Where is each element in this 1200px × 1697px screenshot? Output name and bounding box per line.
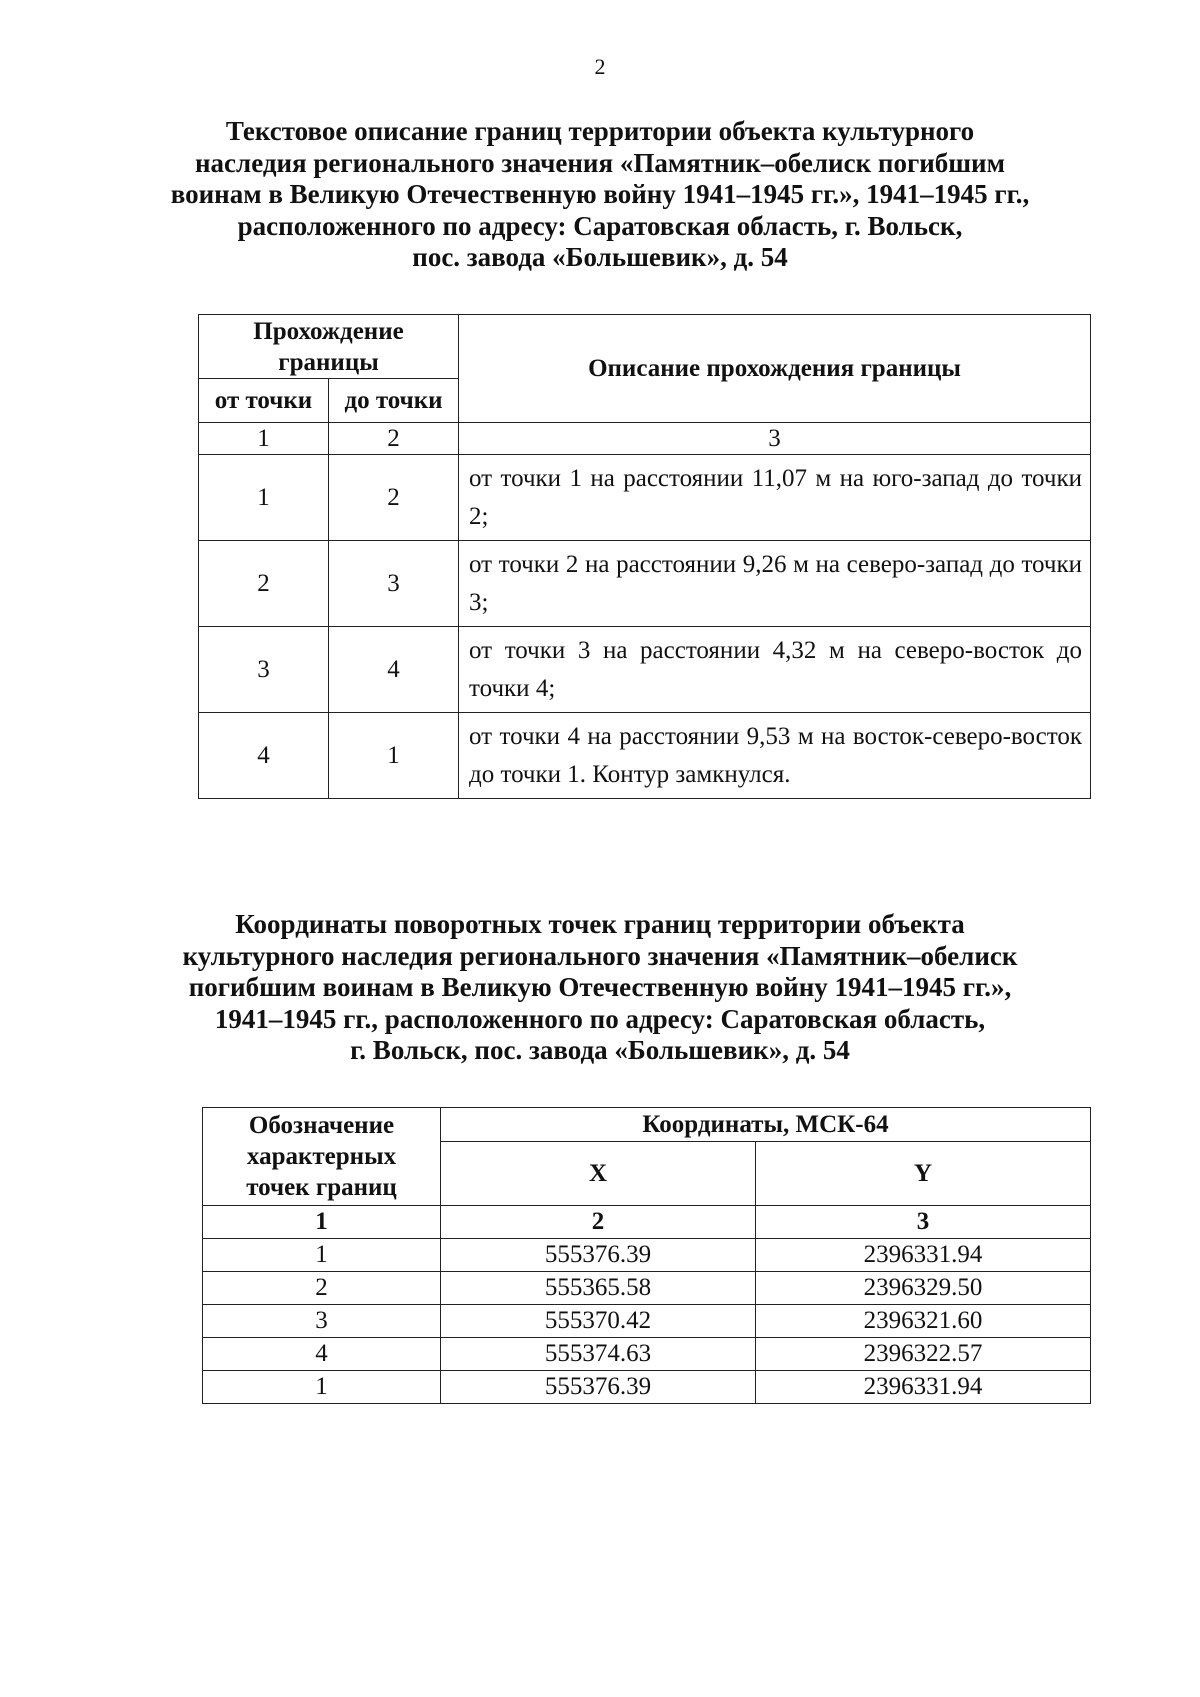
title-line: Текстовое описание границ территории объекта культурного <box>225 116 975 146</box>
title-line: наследия регионального значения «Памятник–обелиск погибшим <box>195 147 1005 178</box>
segment-description: от точки 4 на расстоянии 9,53 м на восток-северо-восток до точки 1. Контур замкнулся. <box>459 713 1091 799</box>
y-coordinate: 2396321.60 <box>756 1305 1091 1338</box>
to-point: 4 <box>329 627 459 713</box>
segment-description: от точки 3 на расстоянии 4,32 м на северо-восток до точки 4; <box>459 627 1091 713</box>
table-row <box>203 1371 1091 1404</box>
table-row <box>203 1239 1091 1272</box>
table-row <box>203 1305 1091 1338</box>
from-point: 4 <box>199 713 329 799</box>
header-y: Y <box>756 1142 1091 1206</box>
table-row <box>199 627 1091 713</box>
segment-description: от точки 1 на расстоянии 11,07 м на юго-запад до точки 2; <box>459 455 1091 541</box>
header-points: Обозначение характерных точек границ <box>203 1108 441 1206</box>
x-coordinate: 555376.39 <box>441 1239 756 1272</box>
title-line: г. Вольск, пос. завода «Большевик», д. 54 <box>350 1035 850 1065</box>
to-point: 3 <box>329 541 459 627</box>
point-label: 3 <box>203 1305 441 1338</box>
point-label: 1 <box>203 1239 441 1272</box>
coordinates-title <box>150 909 1050 1067</box>
y-coordinate: 2396322.57 <box>756 1338 1091 1371</box>
point-label: 4 <box>203 1338 441 1371</box>
header-coordinates: Координаты, МСК-64 <box>441 1108 1091 1142</box>
title-line: пос. завода «Большевик», д. 54 <box>412 242 788 272</box>
page-number: 2 <box>594 54 606 79</box>
from-point: 1 <box>199 455 329 541</box>
y-coordinate: 2396331.94 <box>756 1371 1091 1404</box>
column-number: 1 <box>203 1206 441 1239</box>
table-row <box>203 1338 1091 1371</box>
point-label: 1 <box>203 1371 441 1404</box>
title-line: 1941–1945 гг., расположенного по адресу: Саратовская область, <box>214 1003 986 1034</box>
from-point: 3 <box>199 627 329 713</box>
table-row <box>199 541 1091 627</box>
boundary-description-table <box>198 314 1091 799</box>
x-coordinate: 555370.42 <box>441 1305 756 1338</box>
header-description: Описание прохождения границы <box>459 315 1091 423</box>
y-coordinate: 2396329.50 <box>756 1272 1091 1305</box>
header-to-point: до точки <box>329 379 459 423</box>
title-line: расположенного по адресу: Саратовская область, г. Вольск, <box>237 210 963 241</box>
to-point: 2 <box>329 455 459 541</box>
boundary-description-title <box>150 116 1050 274</box>
header-boundary-passage: Прохождение границы <box>199 315 459 379</box>
coordinates-table <box>202 1107 1091 1404</box>
title-line: погибшим воинам в Великую Отечественную войну 1941–1945 гг.», <box>188 972 1012 1002</box>
title-line: Координаты поворотных точек границ территории объекта <box>235 909 965 939</box>
column-number: 2 <box>441 1206 756 1239</box>
y-coordinate: 2396331.94 <box>756 1239 1091 1272</box>
from-point: 2 <box>199 541 329 627</box>
x-coordinate: 555374.63 <box>441 1338 756 1371</box>
column-number: 2 <box>329 423 459 455</box>
column-number: 3 <box>756 1206 1091 1239</box>
table-row <box>199 713 1091 799</box>
table-row <box>199 455 1091 541</box>
column-number: 3 <box>459 423 1091 455</box>
table-row <box>203 1272 1091 1305</box>
header-from-point: от точки <box>199 379 329 423</box>
header-x: X <box>441 1142 756 1206</box>
title-line: культурного наследия регионального значения «Памятник–обелиск <box>182 940 1018 971</box>
segment-description: от точки 2 на расстоянии 9,26 м на северо-запад до точки 3; <box>459 541 1091 627</box>
x-coordinate: 555365.58 <box>441 1272 756 1305</box>
column-number: 1 <box>199 423 329 455</box>
to-point: 1 <box>329 713 459 799</box>
title-line: воинам в Великую Отечественную войну 1941–1945 гг.», 1941–1945 гг., <box>170 179 1030 209</box>
point-label: 2 <box>203 1272 441 1305</box>
x-coordinate: 555376.39 <box>441 1371 756 1404</box>
